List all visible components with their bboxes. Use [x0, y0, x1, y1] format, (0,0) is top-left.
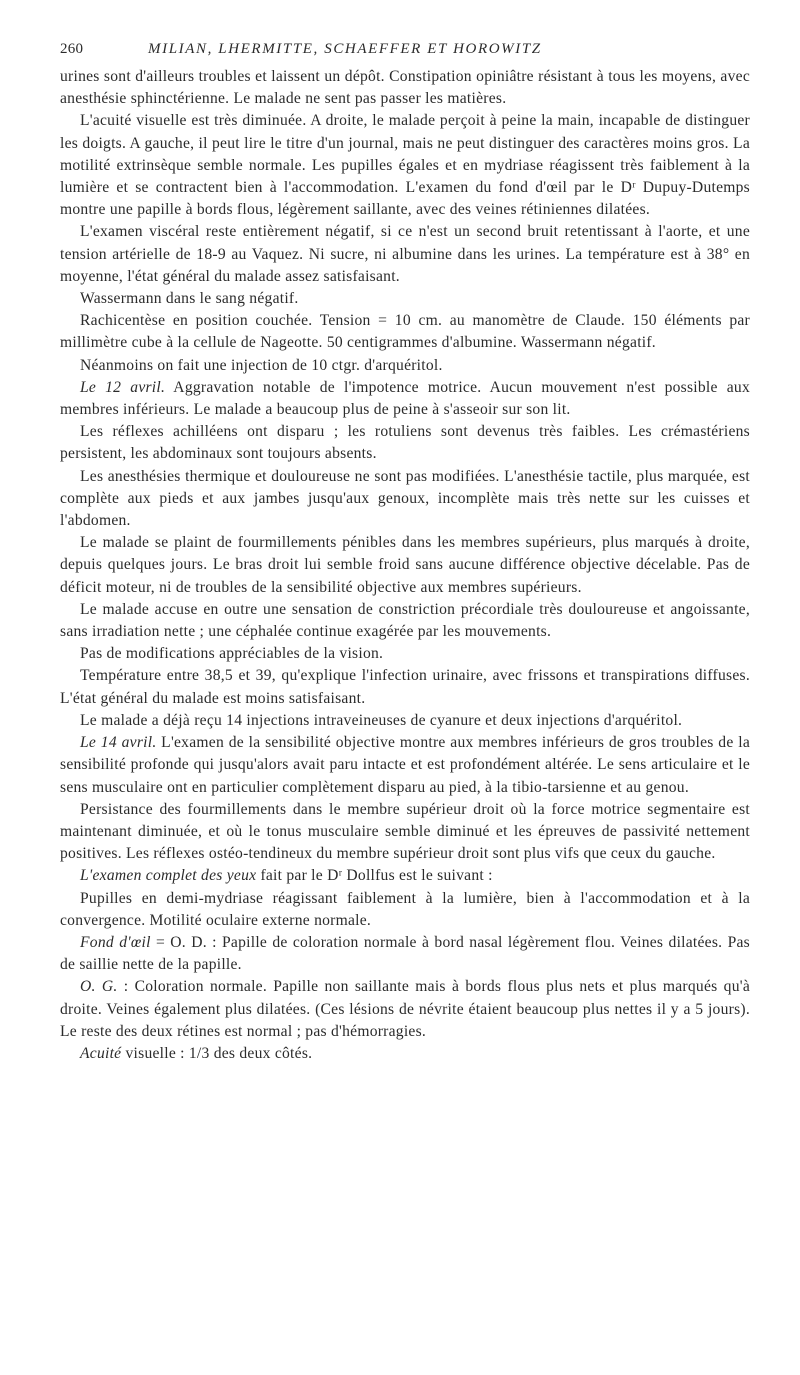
paragraph: Le 14 avril. L'examen de la sensibilité objective montre aux membres inférieurs de gros troubles de la sensibilité profonde qui jusqu'alors avait paru intacte et est profondément altérée. Le sens articulaire et le sens musculaire ont en particulier complètement disparu au pied, à la tibio-tarsienne et au genou.	[60, 734, 750, 796]
page-number: 260	[60, 41, 84, 57]
paragraph: Acuité visuelle : 1/3 des deux côtés.	[80, 1044, 313, 1062]
paragraph: L'examen complet des yeux fait par le Dʳ Dollfus est le suivant :	[80, 867, 493, 885]
paragraph: Les anesthésies thermique et douloureuse ne sont pas modifiées. L'anesthésie tactile, plus marquée, est complète aux pieds et aux jambes jusqu'aux genoux, incomplète mais très nette sur les cuisses et l'abdomen.	[60, 467, 750, 530]
paragraph: Rachicentèse en position couchée. Tension = 10 cm. au manomètre de Claude. 150 éléments par millimètre cube à la cellule de Nageotte. 50 centigrammes d'albumine. Wassermann négatif.	[60, 312, 750, 352]
body-text	[60, 66, 750, 1065]
paragraph: urines sont d'ailleurs troubles et laissent un dépôt. Constipation opiniâtre résistant à tous les moyens, avec anesthésie sphinctérienne. Le malade ne sent pas passer les matières.	[60, 68, 750, 108]
page	[60, 38, 750, 1065]
paragraph: Pas de modifications appréciables de la vision.	[80, 645, 384, 663]
paragraph: L'acuité visuelle est très diminuée. A droite, le malade perçoit à peine la main, incapable de distinguer les doigts. A gauche, il peut lire le titre d'un journal, mais ne peut distinguer des caractères moins gros. La motilité extrinsèque semble normale. Les pupilles égales et en mydriase réagissent très faiblement à la lumière et se contractent bien à l'accommodation. L'examen du fond d'œil par le Dʳ Dupuy-Dutemps montre une papille à bords flous, légèrement saillante, avec des veines rétiniennes dilatées.	[60, 112, 750, 219]
paragraph: Le malade accuse en outre une sensation de constriction précordiale très douloureuse et angoissante, sans irradiation nette ; une céphalée continue exagérée par les mouvements.	[60, 600, 750, 641]
paragraph: Pupilles en demi-mydriase réagissant faiblement à la lumière, bien à l'accommodation et à la convergence. Motilité oculaire externe normale.	[60, 889, 750, 929]
paragraph: Persistance des fourmillements dans le membre supérieur droit où la force motrice segmentaire est maintenant diminuée, et où le tonus musculaire semble diminué et les épreuves de passivité nettement positives. Les réflexes ostéo-tendineux du membre supérieur droit sont plus vifs que ceux du gauche.	[60, 800, 750, 863]
paragraph: Les réflexes achilléens ont disparu ; les rotuliens sont devenus très faibles. Les crémastériens persistent, les abdominaux sont toujours absents.	[60, 423, 750, 463]
paragraph: Wassermann dans le sang négatif.	[80, 290, 299, 308]
paragraph: Fond d'œil = O. D. : Papille de coloration normale à bord nasal légèrement flou. Veines dilatées. Pas de saillie nette de la papille.	[60, 933, 751, 974]
paragraph: Le malade se plaint de fourmillements pénibles dans les membres supérieurs, plus marqués à droite, depuis quelques jours. Le bras droit lui semble froid sans aucune différence objective décelable. Pas de déficit moteur, ni de troubles de la sensibilité objective aux membres supérieurs.	[60, 534, 750, 596]
paragraph: O. G. : Coloration normale. Papille non saillante mais à bords flous plus nets et plus marqués qu'à droite. Veines également plus dilatées. (Ces lésions de névrite étaient beaucoup plus nettes il y a 5 jours). Le reste des deux rétines est normal ; pas d'hémorragies.	[60, 978, 751, 1040]
paragraph: Néanmoins on fait une injection de 10 ctgr. d'arquéritol.	[80, 356, 443, 374]
running-title: MILIAN, LHERMITTE, SCHAEFFER ET HOROWITZ	[148, 41, 542, 57]
paragraph: Le 12 avril. Aggravation notable de l'impotence motrice. Aucun mouvement n'est possible aux membres inférieurs. Le malade a beaucoup plus de peine à s'asseoir sur son lit.	[60, 378, 750, 419]
paragraph: L'examen viscéral reste entièrement négatif, si ce n'est un second bruit retentissant à l'aorte, et une tension artérielle de 18-9 au Vaquez. Ni sucre, ni albumine dans les urines. La température est à 38° en moyenne, l'état général du malade assez satisfaisant.	[60, 223, 750, 285]
paragraph: Température entre 38,5 et 39, qu'explique l'infection urinaire, avec frissons et transpirations diffuses. L'état général du malade est moins satisfaisant.	[60, 667, 750, 707]
paragraph: Le malade a déjà reçu 14 injections intraveineuses de cyanure et deux injections d'arquéritol.	[80, 711, 683, 729]
page-header	[60, 38, 750, 64]
